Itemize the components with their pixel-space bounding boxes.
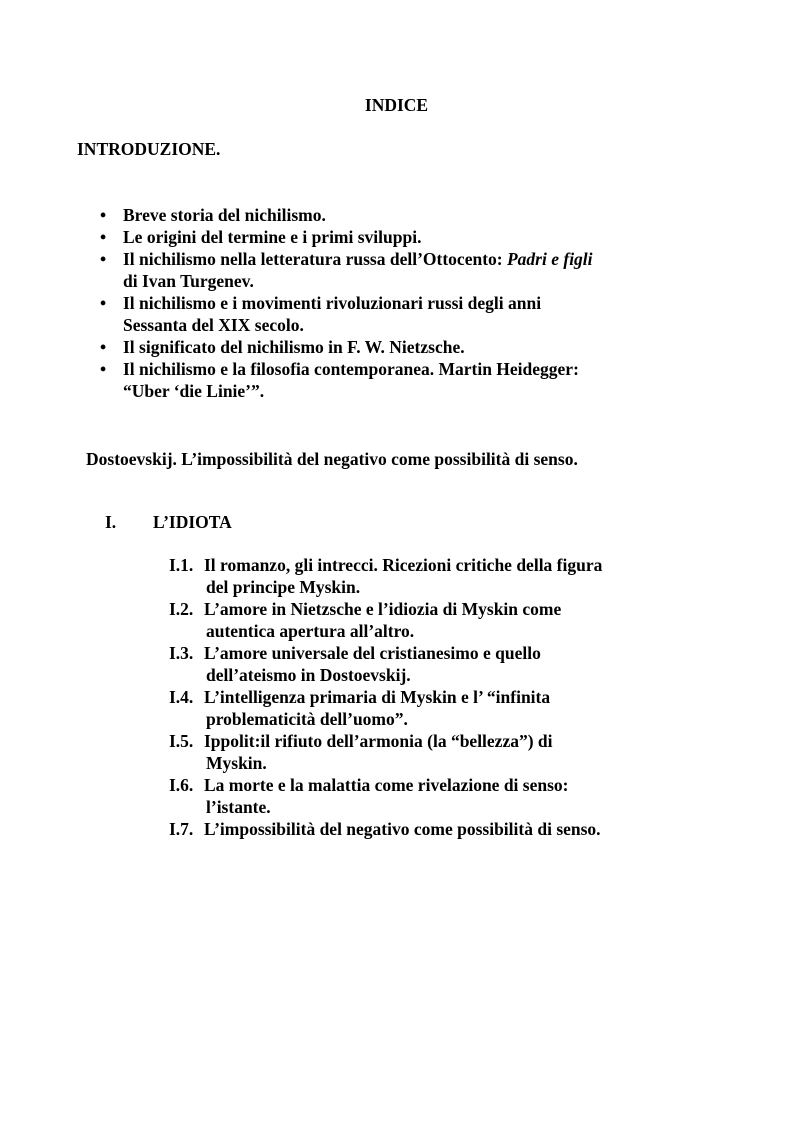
section-item — [0, 686, 793, 730]
bullet-icon: • — [100, 359, 107, 379]
section-title: Ippolit:il rifiuto dell’armonia (la “bellezza”) di — [204, 731, 553, 751]
list-item — [0, 204, 793, 226]
section-title-continued: dell’ateismo in Dostoevskij. — [206, 665, 411, 685]
section-item — [0, 730, 793, 774]
section-title-continued: problematicità dell’uomo”. — [206, 709, 408, 729]
list-item-text-start: Il nichilismo nella letteratura russa dell’Ottocento: — [123, 249, 507, 269]
section-title: L’intelligenza primaria di Myskin e l’ “infinita — [204, 687, 551, 707]
list-item-text: Il significato del nichilismo in F. W. Nietzsche. — [123, 337, 465, 357]
list-item — [0, 358, 793, 402]
section-item — [0, 818, 793, 840]
chapter-number: I. — [105, 512, 117, 532]
section-number: I.1. — [169, 555, 194, 575]
page-title: INDICE — [364, 95, 429, 115]
introduction-heading: INTRODUZIONE. — [77, 139, 221, 159]
list-item-text-continued: Sessanta del XIX secolo. — [123, 315, 304, 335]
section-title: La morte e la malattia come rivelazione di senso: — [204, 775, 569, 795]
section-title-continued: del principe Myskin. — [206, 577, 361, 597]
section-item — [0, 598, 793, 642]
section-title-continued: Myskin. — [206, 753, 267, 773]
chapter-sections-list — [0, 554, 793, 840]
section-item — [0, 554, 793, 598]
section-number: I.5. — [169, 731, 194, 751]
bullet-icon: • — [100, 249, 107, 269]
list-item — [0, 336, 793, 358]
list-item-text-continued: di Ivan Turgenev. — [123, 271, 254, 291]
bullet-icon: • — [100, 337, 107, 357]
section-title: L’impossibilità del negativo come possibilità di senso. — [204, 819, 601, 839]
part-heading: Dostoevskij. L’impossibilità del negativo come possibilità di senso. — [86, 449, 578, 469]
section-title-continued: l’istante. — [206, 797, 271, 817]
list-item-text-continued: “Uber ‘die Linie’”. — [123, 381, 265, 401]
bullet-icon: • — [100, 227, 107, 247]
list-item — [0, 292, 793, 336]
section-number: I.4. — [169, 687, 194, 707]
book-title: Padri e figli — [506, 249, 593, 269]
list-item-text: Breve storia del nichilismo. — [123, 205, 326, 225]
chapter-title: L’IDIOTA — [153, 512, 232, 532]
section-title-continued: autentica apertura all’altro. — [206, 621, 415, 641]
bullet-icon: • — [100, 205, 107, 225]
section-number: I.7. — [169, 819, 194, 839]
section-title: Il romanzo, gli intrecci. Ricezioni critiche della figura — [204, 555, 603, 575]
section-title: L’amore in Nietzsche e l’idiozia di Myskin come — [204, 599, 562, 619]
list-item-text: Il nichilismo e i movimenti rivoluzionari russi degli anni — [123, 293, 542, 313]
list-item — [0, 226, 793, 248]
introduction-list — [0, 204, 793, 402]
section-number: I.6. — [169, 775, 194, 795]
list-item-text: Le origini del termine e i primi sviluppi. — [123, 227, 422, 247]
list-item-text — [123, 248, 793, 270]
section-number: I.2. — [169, 599, 194, 619]
section-title: L’amore universale del cristianesimo e quello — [204, 643, 541, 663]
list-item-text: Il nichilismo e la filosofia contemporanea. Martin Heidegger: — [123, 359, 579, 379]
section-item — [0, 774, 793, 818]
list-item — [0, 248, 793, 292]
section-item — [0, 642, 793, 686]
section-number: I.3. — [169, 643, 194, 663]
bullet-icon: • — [100, 293, 107, 313]
